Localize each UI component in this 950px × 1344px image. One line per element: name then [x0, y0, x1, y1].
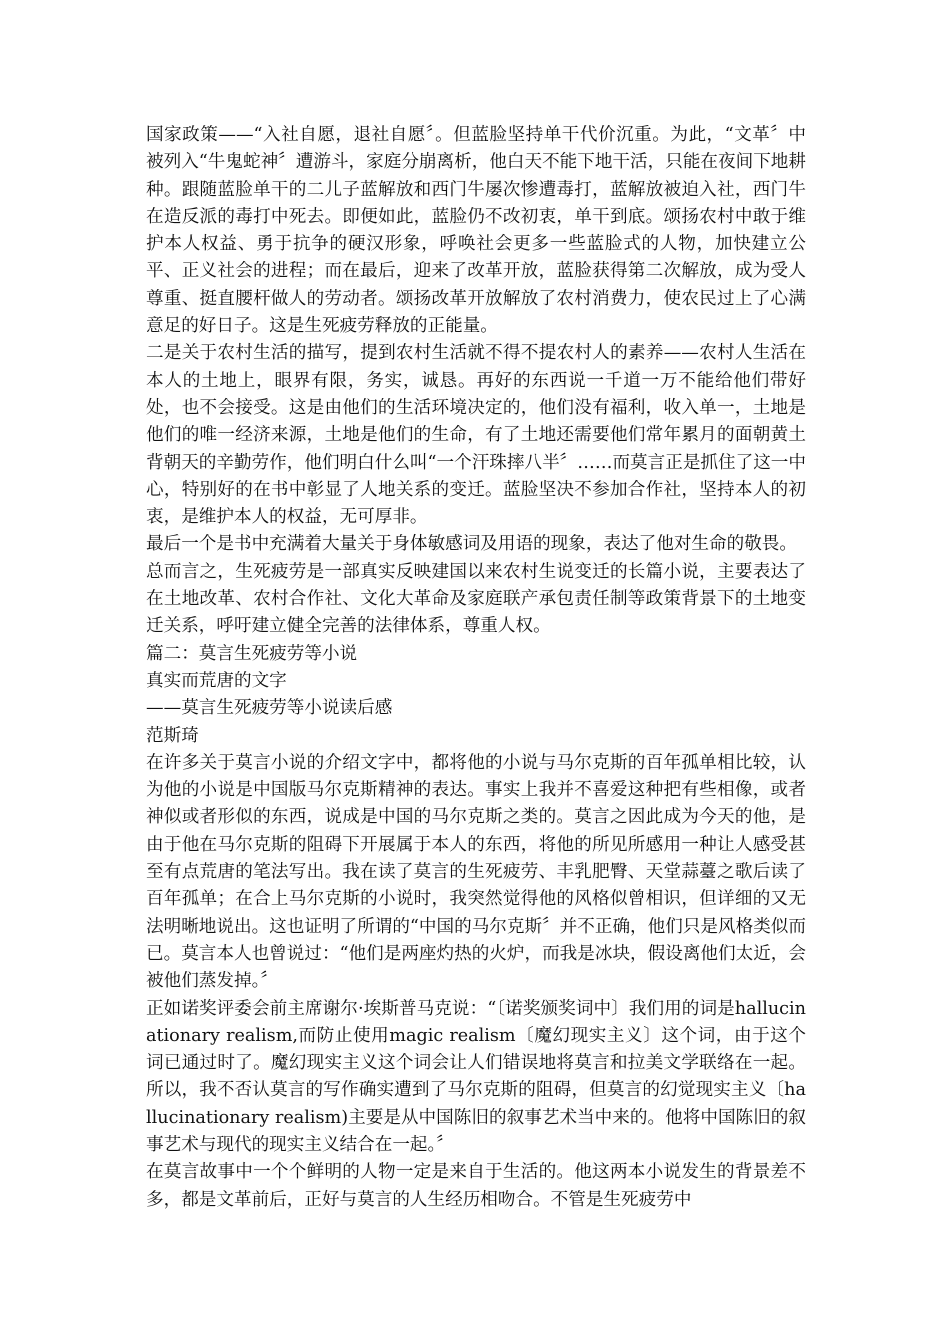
paragraph-characters: 在莫言故事中一个个鲜明的人物一定是来自于生活的。他这两本小说发生的背景差不多，都是文革前后，正好与莫言的人生经历相吻合。不管是生死疲劳中 — [146, 1162, 806, 1210]
paragraph-policy-history: 国家政策——“入社自愿，退社自愿〞。但蓝脸坚持单干代价沉重。为此，“文革〞中被列入“牛鬼蛇神〞遭游斗，家庭分崩离析，他白天不能下地干活，只能在夜间下地耕种。跟随蓝脸单干的二儿子蓝解放和西门牛屡次惨遭毒打，蓝解放被迫入社，西门牛在造反派的毒打中死去。即便如此，蓝脸仍不改初衷，单干到底。颂扬农村中敢于维护本人权益、勇于抗争的硬汉形象，呼唤社会更多一些蓝脸式的人物，加快建立公平、正义社会的进程；而在最后，迎来了改革开放，蓝脸获得第二次解放，成为受人尊重、挺直腰杆做人的劳动者。颂扬改革开放解放了农村消费力，使农民过上了心满意足的好日子。这是生死疲劳释放的正能量。 — [146, 125, 806, 337]
article-title: 真实而荒唐的文字 — [146, 670, 287, 691]
paragraph-nobel-quote: 正如诺奖评委会前主席谢尔·埃斯普马克说：“〔诺奖颁奖词中〕我们用的词是hallucinationary realism,而防止使用magic realism〔魔幻现实主义〕这个词，由于这个词已通过时了。魔幻现实主义这个词会让人们错误地将莫言和拉美文学联络在一起。所以，我不否认莫言的写作确实遭到了马尔克斯的阻碍，但莫言的幻觉现实主义〔hallucinationary realism)主要是从中国陈旧的叙事艺术当中来的。他将中国陈旧的叙事艺术与现代的现实主义结合在一起。〞 — [146, 998, 806, 1155]
paragraph-rural-life: 二是关于农村生活的描写，提到农村生活就不得不提农村人的素养——农村人生活在本人的土地上，眼界有限，务实，诚恳。再好的东西说一千道一万不能给他们带好处，也不会接受。这是由他们的生活环境决定的，他们没有福利，收入单一，土地是他们的唯一经济来源，土地是他们的生命，有了土地还需要他们常年累月的面朝黄土背朝天的辛勤劳作，他们明白什么叫“一个汗珠摔八半〞……而莫言正是抓住了这一中心，特别好的在书中彰显了人地关系的变迁。蓝脸坚决不参加合作社，坚持本人的初衷，是维护本人的权益，无可厚非。 — [146, 343, 806, 528]
section-title: 篇二：莫言生死疲劳等小说 — [146, 643, 358, 664]
paragraph-marquez-comparison: 在许多关于莫言小说的介绍文字中，都将他的小说与马尔克斯的百年孤单相比较，认为他的小说是中国版马尔克斯精神的表达。事实上我并不喜爱这种把有些相像，或者神似或者形似的东西，说成是中国的马尔克斯之类的。莫言之因此成为今天的他，是由于他在马尔克斯的阻碍下开展属于本人的东西，将他的所见所感用一种让人感受甚至有点荒唐的笔法写出。我在读了莫言的生死疲劳、丰乳肥臀、天堂蒜薹之歌后读了百年孤单；在合上马尔克斯的小说时，我突然觉得他的风格似曾相识，但详细的又无法明晰地说出。这也证明了所谓的“中国的马尔克斯〞并不正确，他们只是风格类似而已。莫言本人也曾说过：“他们是两座灼热的火炉，而我是冰块，假设离他们太近，会被他们蒸发掉。〞 — [146, 752, 806, 992]
paragraph-conclusion: 总而言之，生死疲劳是一部真实反映建国以来农村生说变迁的长篇小说，主要表达了在土地改革、农村合作社、文化大革命及家庭联产承包责任制等政策背景下的土地变迁关系，呼吁建立健全完善的法律体系，尊重人权。 — [146, 561, 806, 637]
author-name: 范斯琦 — [146, 725, 199, 746]
article-subtitle: ——莫言生死疲劳等小说读后感 — [146, 698, 393, 719]
document-page — [146, 122, 806, 1214]
paragraph-body-vocabulary: 最后一个是书中充满着大量关于身体敏感词及用语的现象，表达了他对生命的敬畏。 — [146, 534, 797, 555]
